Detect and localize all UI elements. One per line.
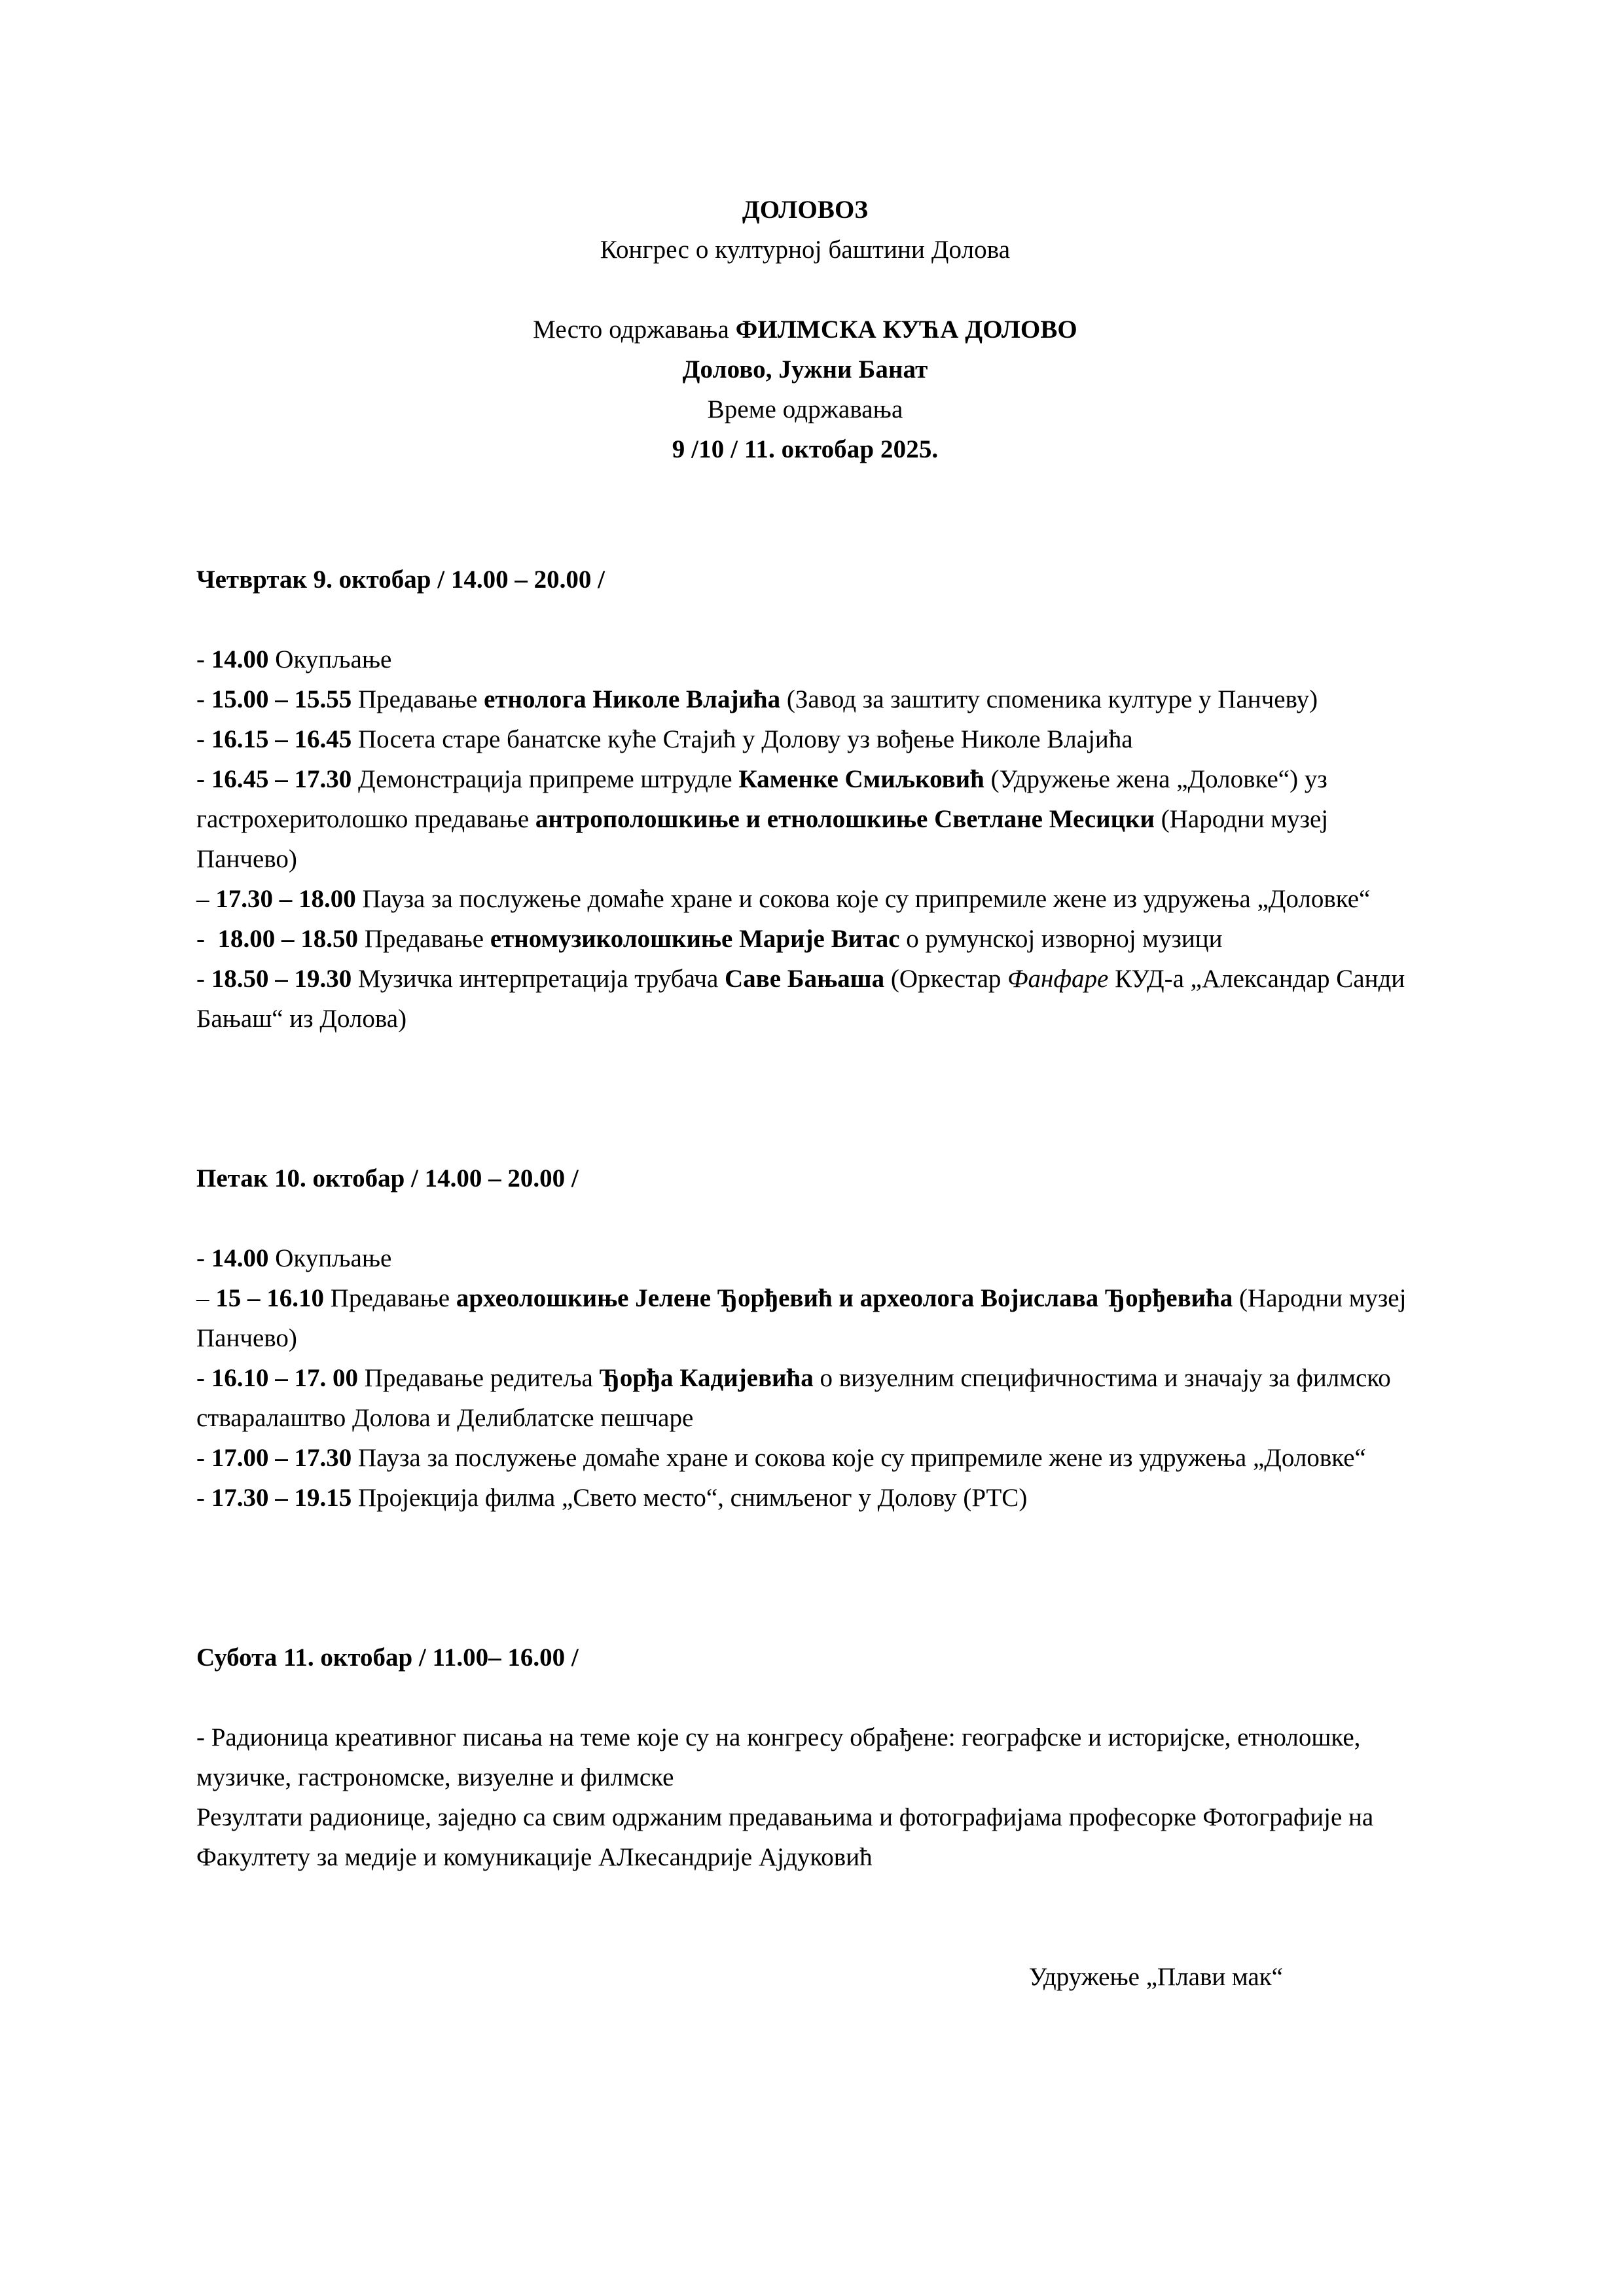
entry-text: - xyxy=(196,645,211,673)
entry-text: Предавање редитеља xyxy=(358,1364,600,1392)
document-header xyxy=(196,190,1414,469)
schedule-entry xyxy=(196,1438,1414,1478)
entry-text: - xyxy=(196,1444,211,1472)
signature-line: Удружење „Плави мак“ xyxy=(1028,1963,1283,1991)
day-heading-thursday: Четвртак 9. октобар / 14.00 – 20.00 / xyxy=(196,565,605,594)
venue-name: ФИЛМСКА КУЋА ДОЛОВО xyxy=(735,315,1077,344)
entry-text: Предавање xyxy=(324,1284,456,1312)
signature-spacer xyxy=(196,1877,1414,1957)
entry-emphasis: антрополошкиње и етнолошкиње Светлане Месицки xyxy=(535,805,1155,833)
schedule-body xyxy=(196,560,1414,1997)
entry-emphasis: 15.00 – 15.55 xyxy=(211,685,352,713)
entry-text: Предавање xyxy=(352,685,484,713)
day-entries-thursday xyxy=(196,639,1414,1039)
header-gap xyxy=(196,270,1414,310)
entry-emphasis: Саве Бањаша xyxy=(725,965,885,993)
entry-text: Окупљање xyxy=(268,1244,392,1272)
day-heading-friday: Петак 10. октобар / 14.00 – 20.00 / xyxy=(196,1164,579,1193)
time-label: Време одржавања xyxy=(707,395,903,423)
entry-emphasis: 14.00 xyxy=(211,645,269,673)
schedule-entry xyxy=(196,959,1414,1039)
entry-text: о визуелним специфичностима и значају за филмско стваралаштво Долова и Делиблатске пешчаре xyxy=(196,1364,1398,1432)
entry-emphasis: археолошкиње Јелене Ђорђевић и археолога Војислава Ђорђевића xyxy=(456,1284,1233,1312)
entry-text: (Народни музеј Панчево) xyxy=(196,1284,1413,1352)
day-heading-saturday: Субота 11. октобар / 11.00– 16.00 / xyxy=(196,1643,579,1672)
page-title: ДОЛОВОЗ xyxy=(742,196,869,224)
entry-text: Посета старе банатске куће Стајић у Долову уз вођење Николе Влајића xyxy=(352,725,1133,753)
event-dates: 9 /10 / 11. октобар 2025. xyxy=(672,435,939,463)
entry-text: Пауза за послужење домаће хране и сокова које су припремиле жене из удружења „Доловке“ xyxy=(352,1444,1366,1472)
entry-text: Пауза за послужење домаће хране и сокова које су припремиле жене из удружења „Доловке“ xyxy=(355,885,1371,913)
document-subtitle: Конгрес о културној баштини Долова xyxy=(600,236,1011,264)
entry-text: (Удружење жена „Доловке“) уз гастрохеритолошко предавање xyxy=(196,765,1334,833)
entry-text: Демонстрација припреме штрудле xyxy=(352,765,739,793)
entry-text: – xyxy=(196,1284,216,1312)
entry-text: Пројекција филма „Свето место“, снимљеног у Долову (РТС) xyxy=(352,1484,1028,1512)
entry-text: Предавање xyxy=(358,925,490,953)
entry-emphasis: етномузиколошкиње Марије Витас xyxy=(490,925,900,953)
entry-text: Окупљање xyxy=(268,645,392,673)
entry-emphasis: 16.10 – 17. 00 xyxy=(211,1364,358,1392)
schedule-entry xyxy=(196,1797,1414,1877)
schedule-entry xyxy=(196,1717,1414,1797)
entry-text: - xyxy=(196,1364,211,1392)
day-entries-saturday xyxy=(196,1717,1414,1877)
entry-text: (Оркестар xyxy=(884,965,1008,993)
entry-text: - xyxy=(196,685,211,713)
day-section-spacer-1 xyxy=(196,1039,1414,1158)
venue-location: Долово, Јужни Банат xyxy=(682,355,928,384)
entry-emphasis: 16.15 – 16.45 xyxy=(211,725,352,753)
entry-text: - xyxy=(196,965,211,993)
entry-text: Музичка интерпретација трубача xyxy=(352,965,725,993)
entry-text: о румунској изворној музици xyxy=(899,925,1223,953)
entry-text: - xyxy=(196,1484,211,1512)
entry-emphasis: Каменке Смиљковић xyxy=(738,765,984,793)
entry-text: КУД-а „Александар Санди Бањаш“ из Долова) xyxy=(196,965,1411,1033)
venue-label: Место одржавања xyxy=(533,315,736,344)
schedule-entry xyxy=(196,1358,1414,1438)
entry-italic: Фанфаре xyxy=(1007,965,1109,993)
entry-text: - xyxy=(196,1244,211,1272)
entry-text: (Завод за заштиту споменика културе у Панчеву) xyxy=(780,685,1318,713)
day-heading-spacer xyxy=(196,600,1414,639)
schedule-entry xyxy=(196,759,1414,879)
day-heading-spacer xyxy=(196,1677,1414,1717)
entry-text: - Радионица креативног писања на теме које су на конгресу обрађене: географске и историјске, етнолошке, музичке, гастрономске, визуелне и филмске xyxy=(196,1723,1367,1791)
entry-emphasis: 17.30 – 18.00 xyxy=(215,885,356,913)
schedule-entry xyxy=(196,1478,1414,1518)
entry-emphasis: 16.45 – 17.30 xyxy=(211,765,352,793)
entry-text: - xyxy=(196,765,211,793)
entry-emphasis: 17.00 – 17.30 xyxy=(211,1444,352,1472)
entry-text: – xyxy=(196,885,216,913)
schedule-entry xyxy=(196,719,1414,759)
day-section-spacer-2 xyxy=(196,1518,1414,1638)
entry-text: (Народни музеј Панчево) xyxy=(196,805,1335,873)
schedule-entry xyxy=(196,639,1414,679)
entry-emphasis: 17.30 – 19.15 xyxy=(211,1484,352,1512)
entry-emphasis: 18.50 – 19.30 xyxy=(211,965,352,993)
entry-emphasis: 14.00 xyxy=(211,1244,269,1272)
day-entries-friday xyxy=(196,1238,1414,1518)
schedule-entry xyxy=(196,1278,1414,1358)
entry-emphasis: 18.00 – 18.50 xyxy=(217,925,358,953)
entry-emphasis: Ђорђа Кадијевића xyxy=(599,1364,814,1392)
schedule-entry xyxy=(196,919,1414,959)
day-heading-spacer xyxy=(196,1198,1414,1238)
entry-emphasis: 15 – 16.10 xyxy=(215,1284,324,1312)
schedule-entry xyxy=(196,879,1414,919)
venue-line xyxy=(196,310,1414,350)
schedule-entry xyxy=(196,1238,1414,1278)
entry-text: - xyxy=(196,725,211,753)
entry-text: Резултати радионице, заједно са свим одржаним предавањима и фотографијама професорке Фотографије на Факултету за медије и комуникације АЛкесандрије Ајдуковић xyxy=(196,1803,1380,1871)
entry-emphasis: етнолога Николе Влајића xyxy=(484,685,781,713)
schedule-entry xyxy=(196,679,1414,719)
entry-text: - xyxy=(196,925,218,953)
